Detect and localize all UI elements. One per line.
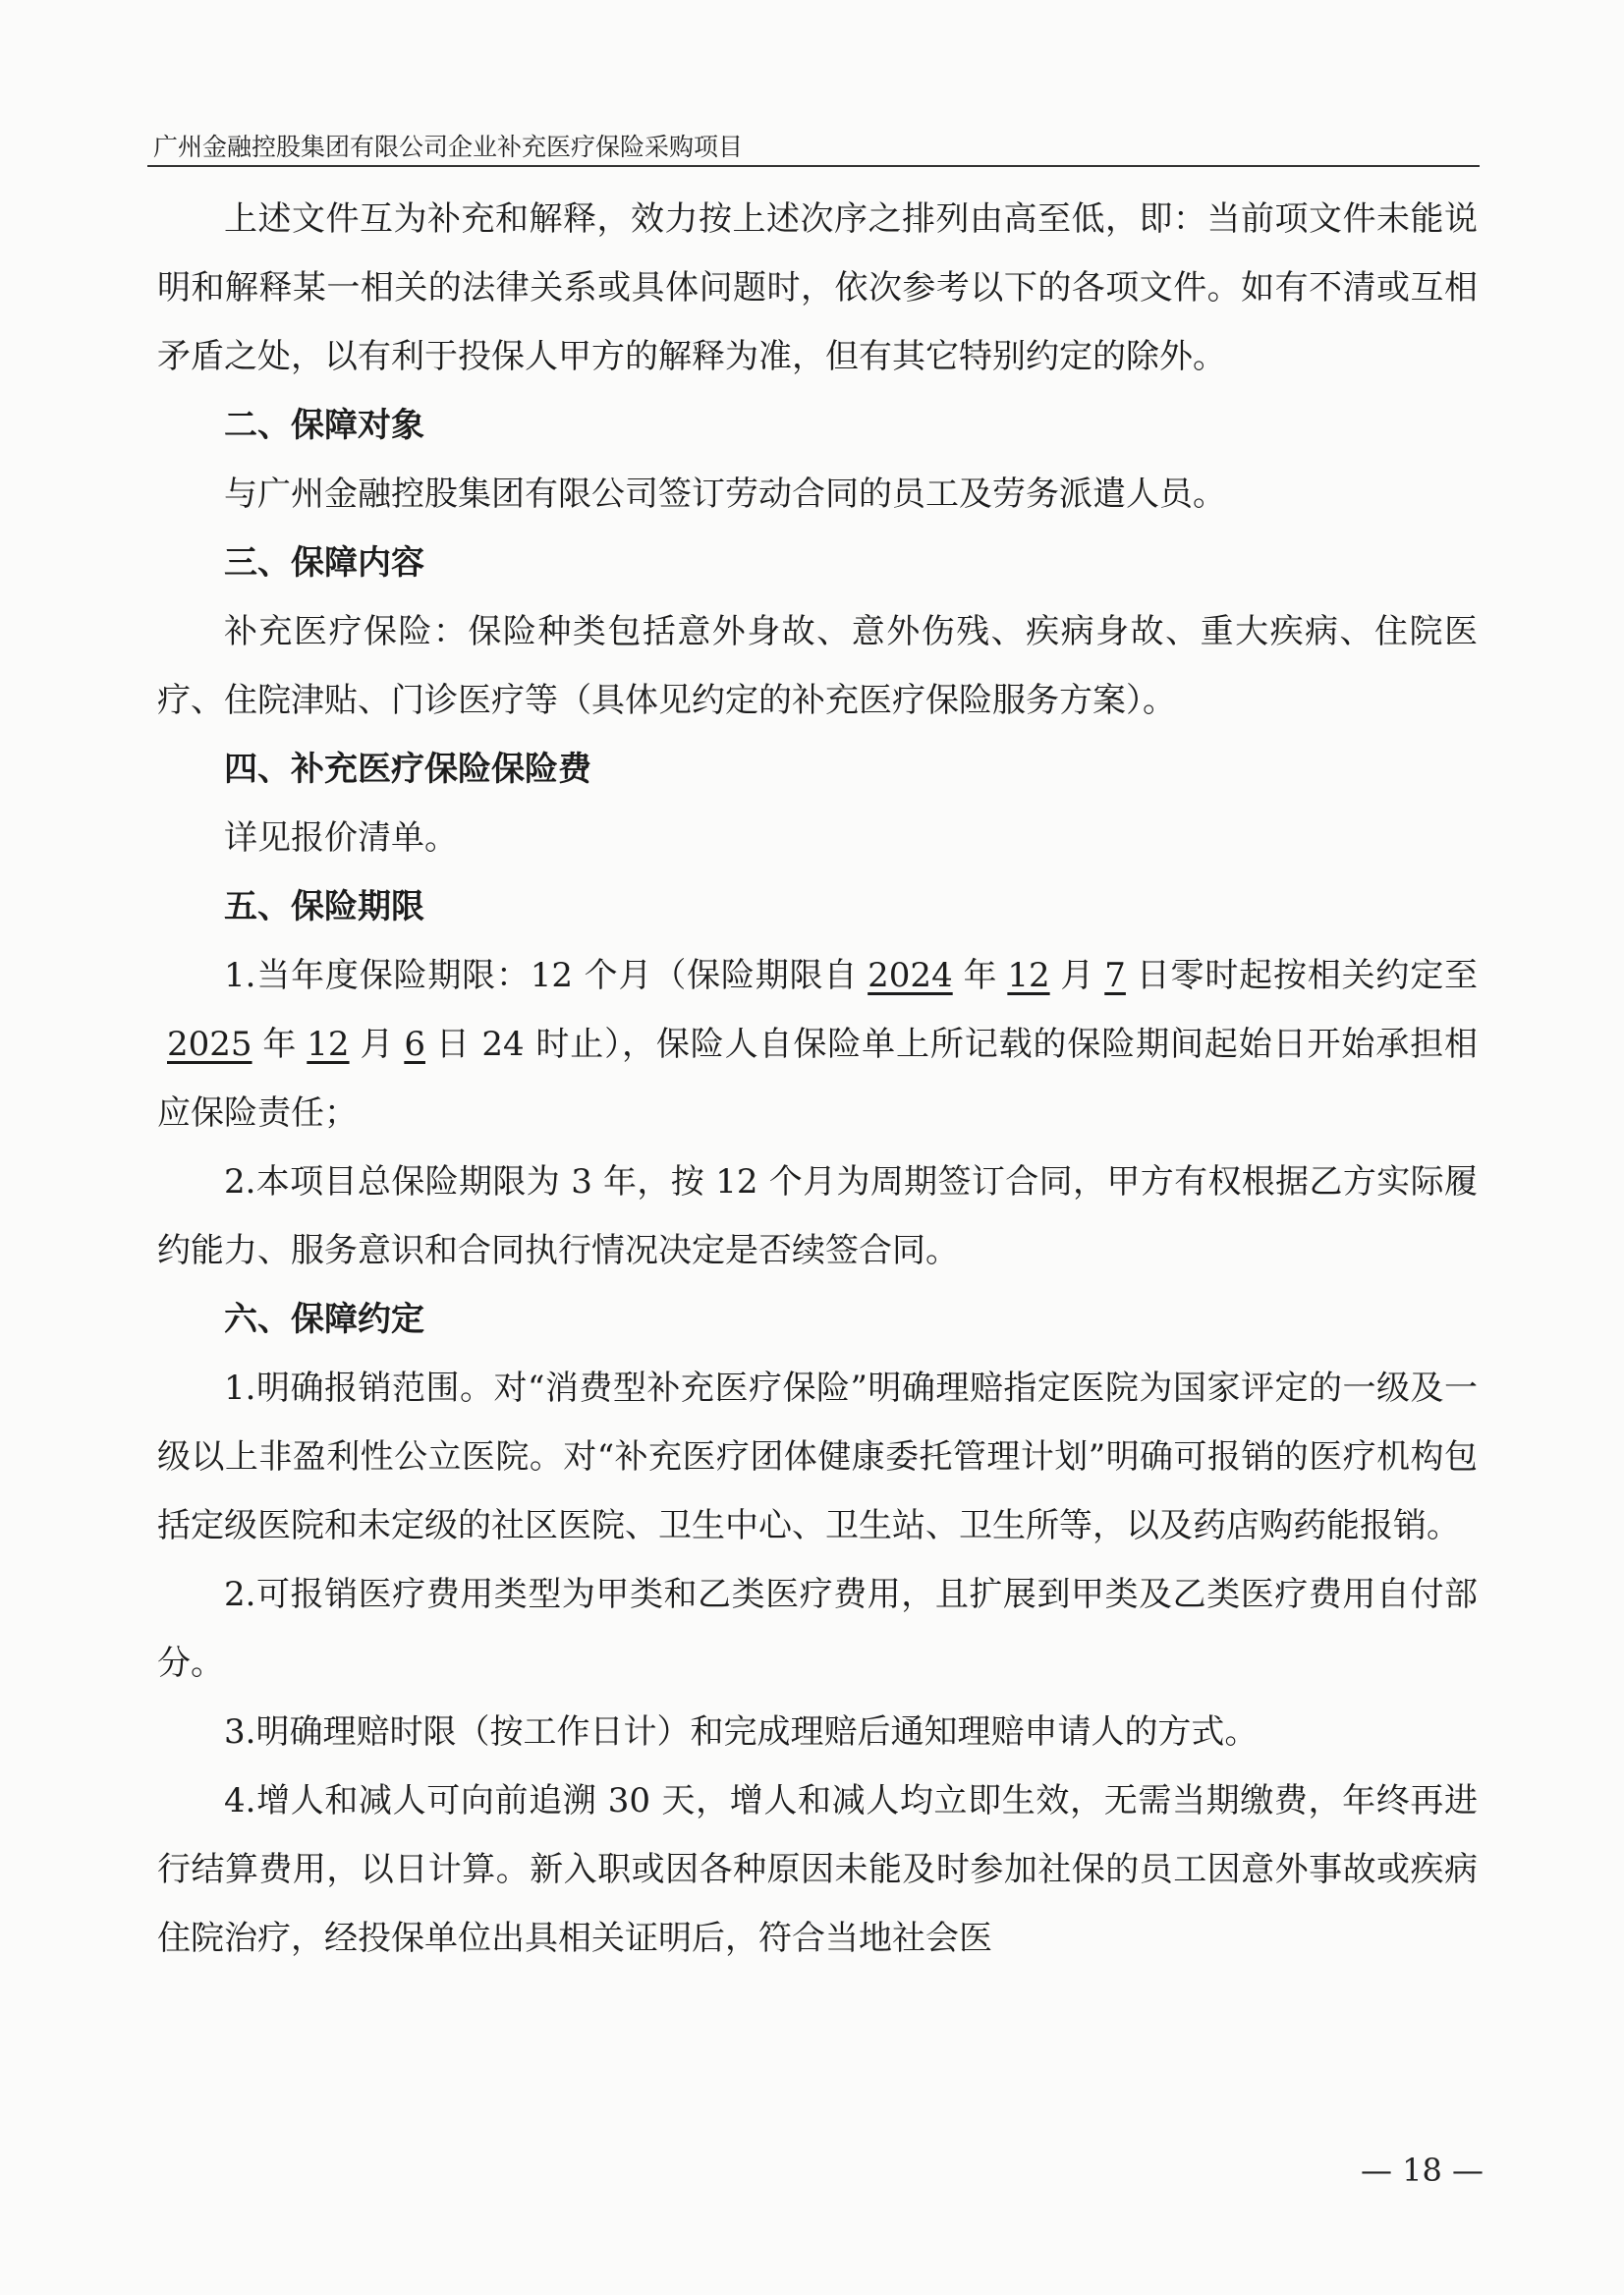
- period-text-2: 年: [962, 956, 998, 995]
- section-heading-coverage-target: 二、保障对象: [224, 406, 424, 445]
- paragraph-coverage-content: 补充医疗保险：保险种类包括意外身故、意外伤残、疾病身故、重大疾病、住院医疗、住院津贴、门诊医疗等（具体见约定的补充医疗保险服务方案）。: [157, 612, 1478, 720]
- end-month-field: 12: [307, 1025, 350, 1064]
- section-heading-insurance-period: 五、保险期限: [224, 887, 424, 926]
- header-divider: [147, 165, 1480, 167]
- period-text-7: 日 24 时止），保险人自保险单上所记载的保险期间起始日开始承担相应保险责任；: [157, 1025, 1479, 1133]
- paragraph-document-precedence: 上述文件互为补充和解释，效力按上述次序之排列由高至低，即：当前项文件未能说明和解释某一相关的法律关系或具体问题时，依次参考以下的各项文件。如有不清或互相矛盾之处，以有利于投保人甲方的解释为准，但有其它特别约定的除外。: [157, 199, 1478, 376]
- paragraph-insurance-period-total: 2.本项目总保险期限为 3 年，按 12 个月为周期签订合同，甲方有权根据乙方实际履约能力、服务意识和合同执行情况决定是否续签合同。: [157, 1162, 1478, 1270]
- period-text-1: 1.当年度保险期限：12 个月（保险期限自: [224, 956, 859, 995]
- paragraph-premium: 详见报价清单。: [224, 818, 458, 858]
- page-header-title: 广州金融控股集团有限公司企业补充医疗保险采购项目: [153, 133, 744, 161]
- end-day-field: 6: [404, 1025, 425, 1064]
- period-text-3: 月: [1059, 956, 1095, 995]
- section-heading-premium: 四、补充医疗保险保险费: [224, 750, 591, 789]
- section-heading-coverage-agreement: 六、保障约定: [224, 1300, 424, 1339]
- paragraph-insurance-period-annual: [157, 941, 1478, 1148]
- section-heading-coverage-content: 三、保障内容: [224, 543, 424, 583]
- start-month-field: 12: [1007, 956, 1050, 995]
- period-text-5: 年: [261, 1025, 298, 1064]
- paragraph-claim-time-limit: 3.明确理赔时限（按工作日计）和完成理赔后通知理赔申请人的方式。: [224, 1712, 1259, 1752]
- start-day-field: 7: [1104, 956, 1126, 995]
- start-year-field: 2024: [868, 956, 953, 995]
- paragraph-coverage-target: 与广州金融控股集团有限公司签订劳动合同的员工及劳务派遣人员。: [224, 475, 1226, 514]
- period-text-4: 日零时起按相关约定至: [1135, 956, 1479, 995]
- paragraph-member-changes: 4.增人和减人可向前追溯 30 天，增人和减人均立即生效，无需当期缴费，年终再进行结算费用，以日计算。新入职或因各种原因未能及时参加社保的员工因意外事故或疾病住院治疗，经投保单位出具相关证明后，符合当地社会医: [157, 1781, 1478, 1958]
- period-text-6: 月: [359, 1025, 395, 1064]
- document-body: [157, 185, 1478, 1973]
- page-number: — 18 —: [1360, 2152, 1484, 2189]
- paragraph-reimbursable-expenses: 2.可报销医疗费用类型为甲类和乙类医疗费用，且扩展到甲类及乙类医疗费用自付部分。: [157, 1575, 1478, 1683]
- paragraph-reimbursement-scope: 1.明确报销范围。对“消费型补充医疗保险”明确理赔指定医院为国家评定的一级及一级以上非盈利性公立医院。对“补充医疗团体健康委托管理计划”明确可报销的医疗机构包括定级医院和未定级的社区医院、卫生中心、卫生站、卫生所等，以及药店购药能报销。: [157, 1369, 1478, 1545]
- end-year-field: 2025: [167, 1025, 252, 1064]
